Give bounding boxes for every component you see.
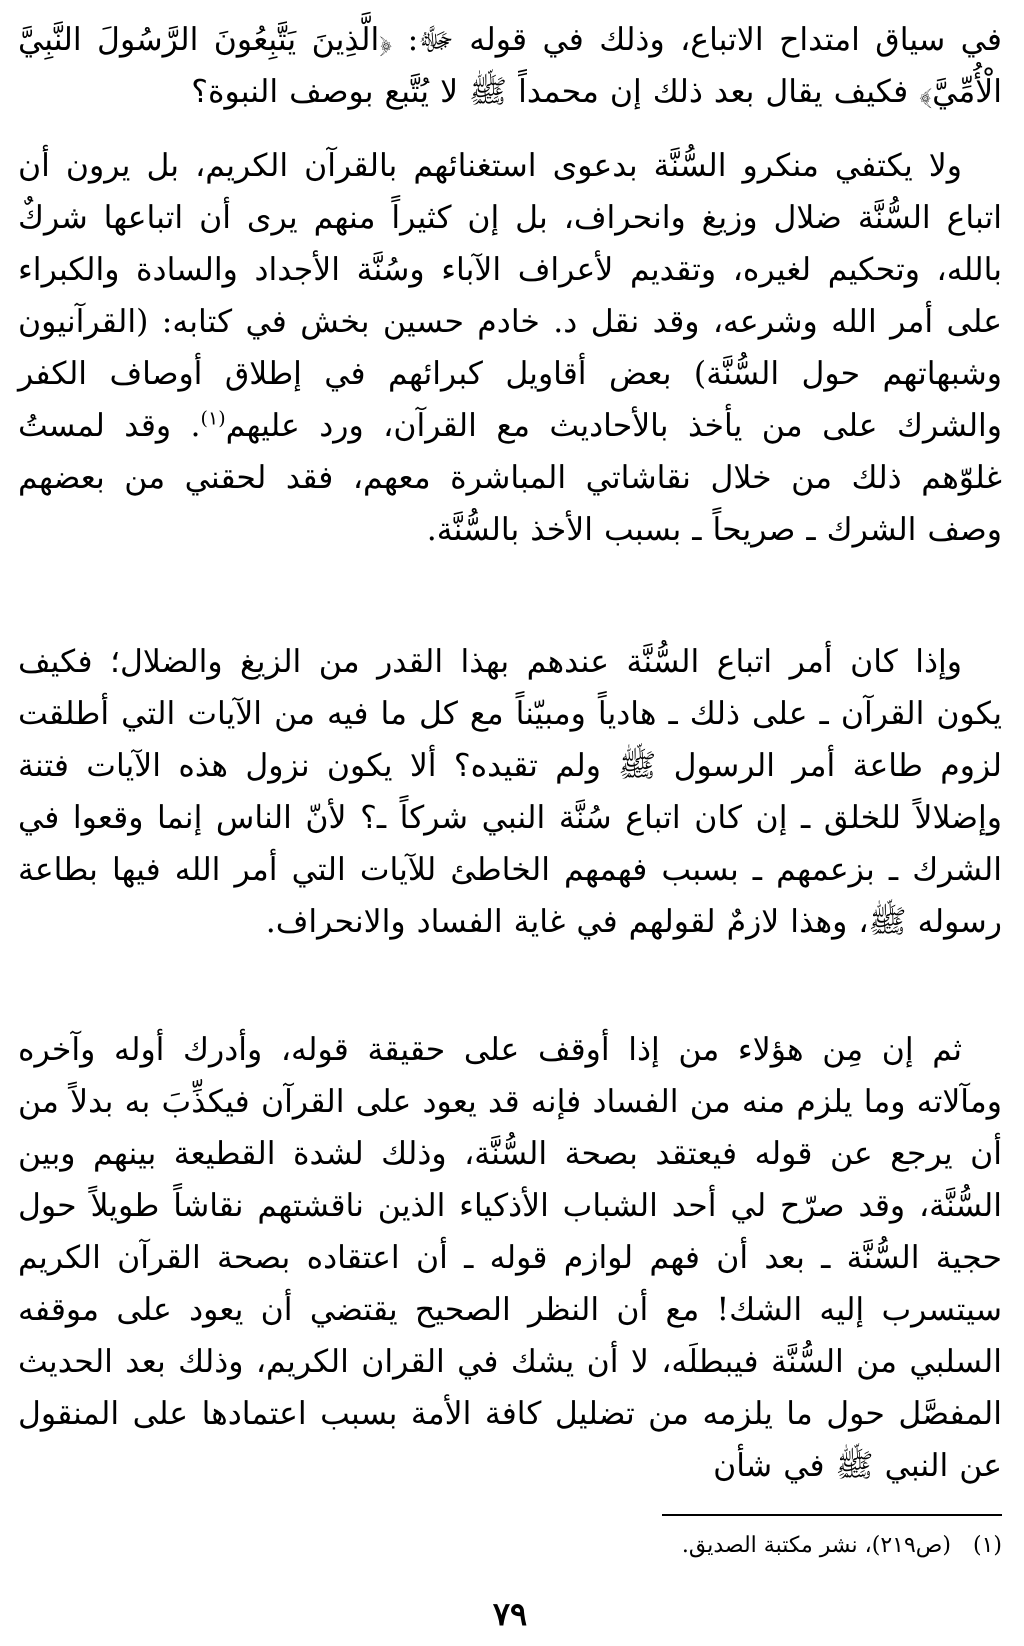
- paragraph-2-text-after-ref: . وقد لمستُ غلوّهم ذلك من خلال نقاشاتي المباشرة معهم، فقد لحقني من بعضهم وصف الشرك ـ صريحاً ـ بسبب الأخذ بالسُّنَّة.: [18, 408, 1002, 548]
- paragraph-1: في سياق امتداح الاتباع، وذلك في قوله ﷻ: ﴿الَّذِينَ يَتَّبِعُونَ الرَّسُولَ النَّبِيَّ الْأُمِّيَّ﴾ فكيف يقال بعد ذلك إن محمداً ﷺ لا يُتَّبع بوصف النبوة؟: [18, 22, 1002, 110]
- book-page: [18, 14, 1002, 1634]
- paragraph-4: ثم إن مِن هؤلاء من إذا أوقف على حقيقة قوله، وأدرك أوله وآخره ومآلاته وما يلزم منه من الفساد فإنه قد يعود على القرآن فيكذِّبَ به بدلاً من أن يرجع عن قوله فيعتقد بصحة السُّنَّة، وذلك لشدة القطيعة بينهم وبين السُّنَّة، وقد صرّح لي أحد الشباب الأذكياء الذين ناقشتهم نقاشاً طويلاً حول حجية السُّنَّة ـ بعد أن فهم لوازم قوله ـ أن اعتقاده بصحة القرآن الكريم سيتسرب إليه الشك! مع أن النظر الصحيح يقتضي أن يعود على موقفه السلبي من السُّنَّة فيبطلَه، لا أن يشك في القران الكريم، وذلك بعد الحديث المفصَّل حول ما يلزمه من تضليل كافة الأمة بسبب اعتمادها على المنقول عن النبي ﷺ في شأن: [18, 1032, 1002, 1484]
- paragraph-2: [18, 140, 1002, 556]
- footnote-divider: [662, 1514, 1002, 1516]
- footnote-number: (١): [972, 1533, 1002, 1558]
- paragraph-2-text-before-ref: ولا يكتفي منكرو السُّنَّة بدعوى استغنائهم بالقرآن الكريم، بل يرون أن اتباع السُّنَّة ضلال وزيغ وانحراف، بل إن كثيراً منهم يرى أن اتباعها شركٌ بالله، وتحكيم لغيره، وتقديم لأعراف الآباء وسُنَّة الأجداد والسادة والكبراء على أمر الله وشرعه، وقد نقل د. خادم حسين بخش في كتابه: (القرآنيون وشبهاتهم حول السُّنَّة) بعض أقاويل كبرائهم في إطلاق أوصاف الكفر والشرك على من يأخذ بالأحاديث مع القرآن، ورد عليهم: [18, 148, 1002, 444]
- footnote-reference-marker[interactable]: (١): [200, 407, 226, 430]
- footnote-text: (ص٢١٩)، نشر مكتبة الصديق.: [681, 1533, 951, 1558]
- paragraph-3: وإذا كان أمر اتباع السُّنَّة عندهم بهذا القدر من الزيغ والضلال؛ فكيف يكون القرآن ـ على ذلك ـ هادياً ومبيّناً مع كل ما فيه من الآيات التي أطلقت لزوم طاعة أمر الرسول ﷺ ولم تقيده؟ ألا يكون نزول هذه الآيات فتنة وإضلالاً للخلق ـ إن كان اتباع سُنَّة النبي شركاً ـ؟ لأنّ الناس إنما وقعوا في الشرك ـ بزعمهم ـ بسبب فهمهم الخاطئ للآيات التي أمر الله فيها بطاعة رسوله ﷺ، وهذا لازمٌ لقولهم في غاية الفساد والانحراف.: [18, 644, 1002, 940]
- footnote: [18, 1531, 1002, 1561]
- page-number: ٧٩: [492, 1595, 528, 1633]
